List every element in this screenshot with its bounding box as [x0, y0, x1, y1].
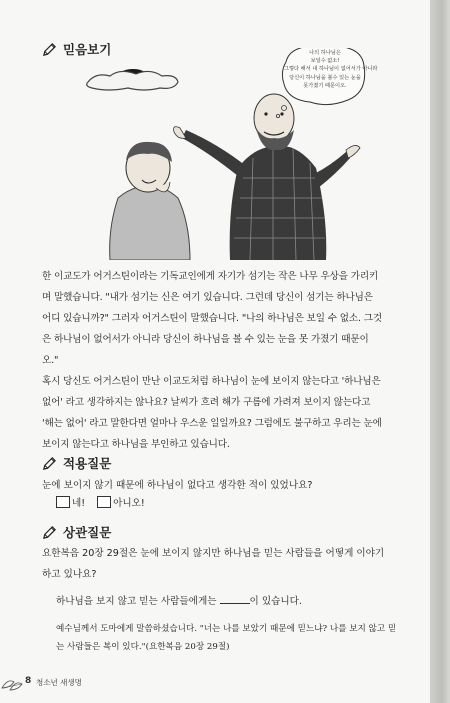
- apply-question: 눈에 보이지 않기 때문에 하나님이 없다고 생각한 적이 있었나요?: [42, 480, 313, 491]
- story-line: '해는 없어' 라고 말한다면 얼마나 우스운 일일까요? 그럼에도 불구하고 우리는 눈에: [42, 418, 382, 429]
- pencil-icon: [42, 456, 57, 471]
- answer-sentence: [56, 593, 302, 607]
- yes-checkbox[interactable]: [56, 496, 70, 508]
- story-line: 어디 있습니까?" 그러자 어거스틴이 말했습니다. "나의 하나님은 보일 수 없소. 그것: [42, 313, 383, 324]
- no-label: 아니오!: [113, 498, 145, 509]
- story-line: 혹시 당신도 어거스틴이 만난 이교도처럼 하나님이 눈에 보이지 않는다고 '하나님은: [42, 376, 381, 387]
- footer-section-name: 청소년 새생명: [36, 678, 82, 687]
- answer-after: 이 있습니다.: [249, 596, 302, 607]
- apply-heading-text: 적용질문: [63, 456, 112, 471]
- answer-options: [56, 495, 145, 509]
- bubble-line: 나의 하나님은: [309, 50, 341, 56]
- story-line: 오.": [42, 355, 59, 366]
- page-edge: [430, 0, 450, 703]
- story-line: 없어' 라고 생각하지는 않나요? 날씨가 흐려 해가 구름에 가려져 보이지 않는다고: [42, 397, 371, 408]
- related-heading-text: 상관질문: [63, 525, 112, 540]
- pencil-icon: [42, 525, 57, 540]
- story-line: 보이지 않는다고 하나님을 부인하고 있습니다.: [42, 439, 230, 450]
- bubble-line: 그렇다 해서 내 하나님이 없어서가 아니라: [284, 66, 378, 73]
- yes-label: 네!: [72, 498, 86, 509]
- apply-heading: [42, 454, 111, 472]
- bubble-line: 당신이 하나님을 볼수 있는 눈을: [289, 74, 361, 81]
- story-line: 며 말했습니다. "내가 섬기는 신은 여기 있습니다. 그런데 당신이 섬기는 하나님은: [42, 292, 373, 303]
- leaf-ornament-icon: [0, 670, 26, 694]
- related-question-line1: 요한복음 20장 29절은 눈에 보이지 않지만 하나님을 믿는 사람들을 어떻게 이야기: [42, 548, 385, 559]
- augustine-figure: [174, 94, 360, 260]
- cloud-sun-drawing: [87, 69, 178, 90]
- page-number: 8: [25, 676, 32, 686]
- no-checkbox[interactable]: [97, 496, 111, 508]
- answer-blank[interactable]: [220, 594, 250, 604]
- believe-heading-text: 믿음보기: [63, 42, 112, 57]
- speech-bubble-text: [284, 45, 378, 107]
- related-heading: [42, 523, 111, 541]
- verse-line: 는 사람들은 복이 있다."(요한복음 20장 29절): [56, 642, 230, 652]
- page-footer: [0, 670, 120, 694]
- bible-verse: [56, 620, 416, 656]
- story-line: 은 하나님이 없어서가 아니라 당신이 하나님을 볼 수 있는 눈을 못 가졌기 때문이: [42, 334, 369, 345]
- story-paragraph: [42, 266, 418, 455]
- related-question-line2: 하고 있나요?: [42, 569, 97, 580]
- bubble-line: 못가졌기 때문이오.: [303, 82, 347, 89]
- answer-before: 하나님을 보지 않고 믿는 사람들에게는: [56, 596, 217, 607]
- story-line: 한 이교도가 어거스틴이라는 기독교인에게 자기가 섬기는 작은 나무 우상을 가리키: [42, 271, 379, 282]
- verse-line: 예수님께서 도마에게 말씀하셨습니다. "너는 나를 보았기 때문에 믿느냐? 나를 보지 않고 믿: [56, 624, 397, 634]
- pencil-icon: [42, 42, 57, 57]
- bubble-line: 보일수 없소!: [310, 58, 340, 65]
- yes-option[interactable]: [56, 495, 85, 509]
- no-option[interactable]: [97, 495, 145, 509]
- youth-figure: [110, 142, 190, 260]
